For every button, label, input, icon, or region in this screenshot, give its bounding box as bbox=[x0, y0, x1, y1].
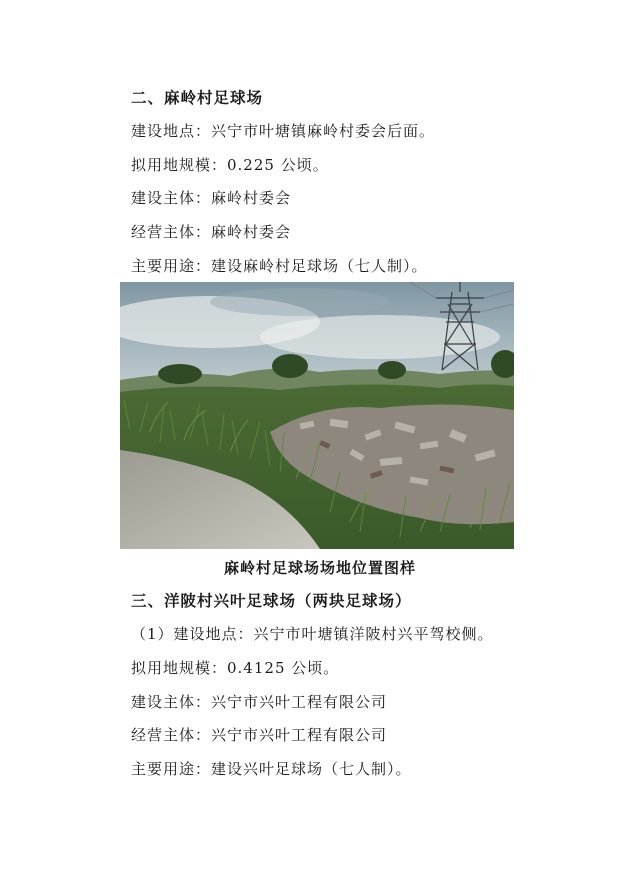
site-photo-image bbox=[120, 282, 514, 549]
section2-location: 建设地点：兴宁市叶塘镇麻岭村委会后面。 bbox=[131, 122, 436, 140]
section3-builder: 建设主体：兴宁市兴叶工程有限公司 bbox=[131, 693, 388, 711]
photo-caption: 麻岭村足球场场地位置图样 bbox=[223, 559, 416, 577]
section2-builder: 建设主体：麻岭村委会 bbox=[131, 189, 292, 207]
section3-usage: 主要用途：建设兴叶足球场（七人制）。 bbox=[131, 760, 412, 778]
section3-operator: 经营主体：兴宁市兴叶工程有限公司 bbox=[131, 726, 388, 744]
section2-usage: 主要用途：建设麻岭村足球场（七人制）。 bbox=[131, 257, 428, 275]
section3-scale: 拟用地规模：0.4125 公顷。 bbox=[131, 659, 340, 677]
section3-heading: 三、洋陂村兴叶足球场（两块足球场） bbox=[131, 592, 412, 610]
section2-heading: 二、麻岭村足球场 bbox=[131, 89, 264, 107]
section2-scale: 拟用地规模：0.225 公顷。 bbox=[131, 156, 329, 174]
section2-operator: 经营主体：麻岭村委会 bbox=[131, 223, 292, 241]
section3-location: （1）建设地点：兴宁市叶塘镇洋陂村兴平驾校侧。 bbox=[131, 625, 494, 643]
